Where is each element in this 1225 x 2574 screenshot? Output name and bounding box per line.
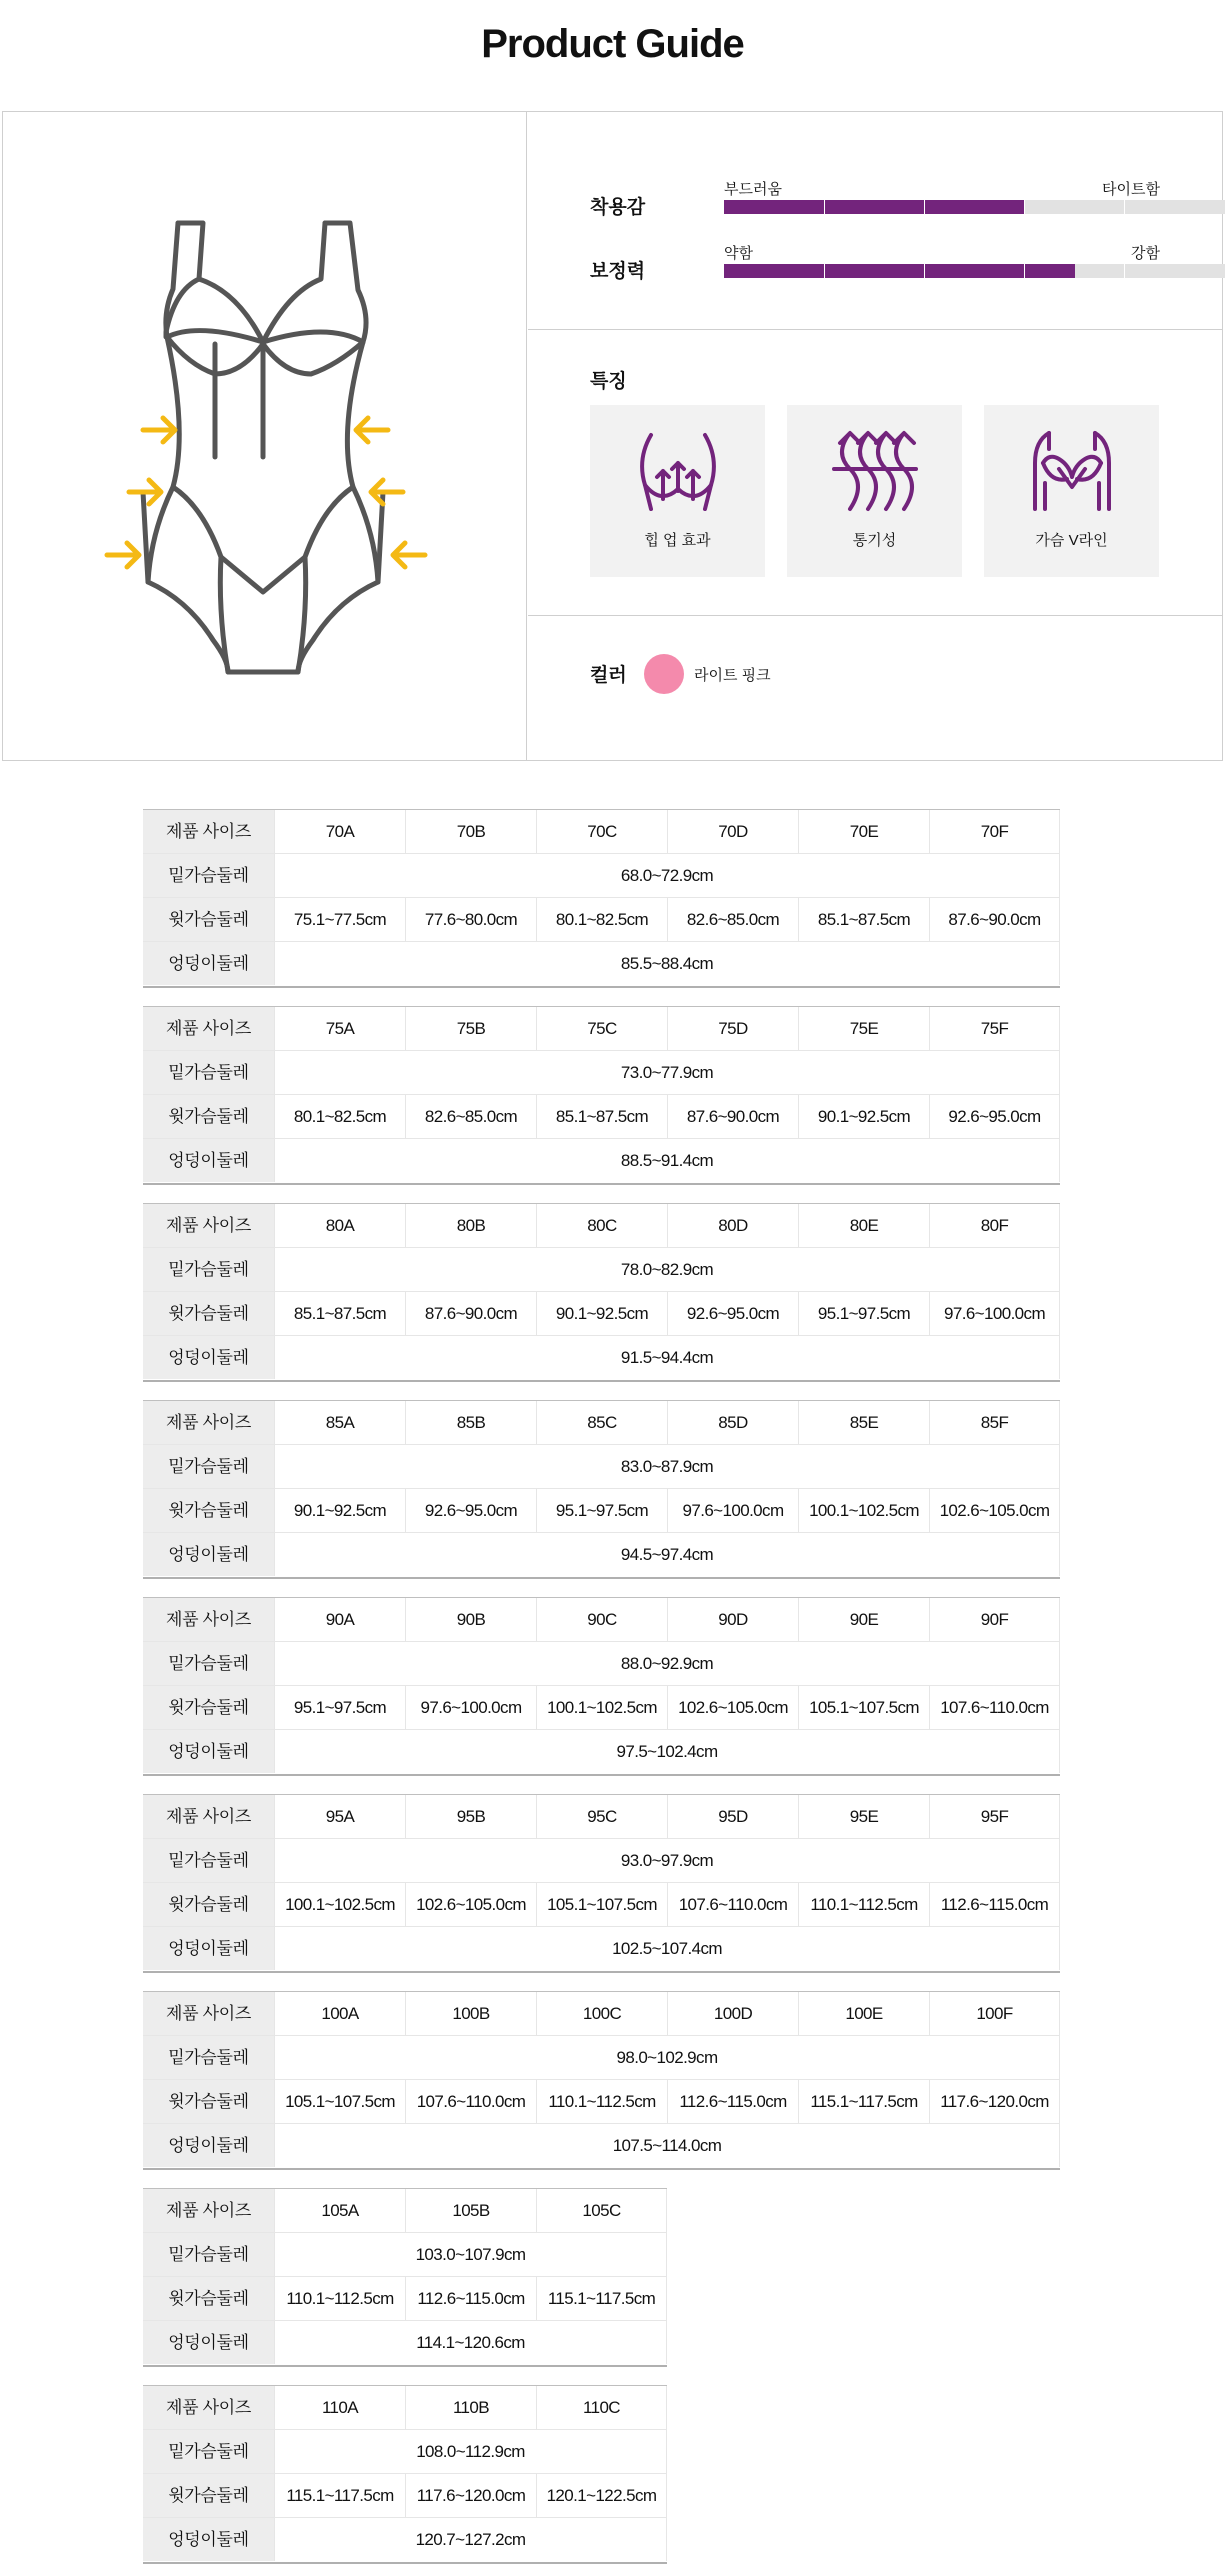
- size-row: [143, 810, 1060, 854]
- hip-cell: 97.5~102.4cm: [274, 1730, 1060, 1773]
- size-cell: 75E: [798, 1007, 929, 1050]
- row-header: 밑가슴둘레: [143, 2233, 274, 2276]
- upper-bust-row: [143, 1489, 1060, 1533]
- upper-bust-row: [143, 1292, 1060, 1336]
- size-table: [143, 2188, 667, 2367]
- upper-bust-cell: 80.1~82.5cm: [536, 898, 667, 941]
- underbust-cell: 98.0~102.9cm: [274, 2036, 1060, 2079]
- upper-bust-row: [143, 1095, 1060, 1139]
- size-cell: 95A: [274, 1795, 405, 1838]
- underbust-row: [143, 1248, 1060, 1292]
- row-header: 밑가슴둘레: [143, 2036, 274, 2079]
- row-header: 엉덩이둘레: [143, 1730, 274, 1773]
- size-cell: 80A: [274, 1204, 405, 1247]
- size-cell: 100D: [667, 1992, 798, 2035]
- size-table: [143, 809, 1060, 988]
- underbust-cell: 83.0~87.9cm: [274, 1445, 1060, 1488]
- upper-bust-cell: 115.1~117.5cm: [274, 2474, 405, 2517]
- hip-cell: 107.5~114.0cm: [274, 2124, 1060, 2167]
- size-table: [143, 1794, 1060, 1973]
- size-cell: 70B: [405, 810, 536, 853]
- row-header: 윗가슴둘레: [143, 2277, 274, 2320]
- size-cell: 70C: [536, 810, 667, 853]
- size-cell: 95B: [405, 1795, 536, 1838]
- features-section: [528, 330, 1222, 616]
- size-cell: 80D: [667, 1204, 798, 1247]
- correction-max-label: 강함: [1131, 245, 1160, 262]
- size-cell: 100B: [405, 1992, 536, 2035]
- size-cell: 70F: [929, 810, 1060, 853]
- size-row: [143, 1598, 1060, 1642]
- upper-bust-cell: 112.6~115.0cm: [405, 2277, 536, 2320]
- size-cell: 90D: [667, 1598, 798, 1641]
- row-header: 제품 사이즈: [143, 2386, 274, 2429]
- hip-row: [143, 942, 1060, 986]
- row-header: 엉덩이둘레: [143, 942, 274, 985]
- underbust-row: [143, 854, 1060, 898]
- size-cell: 100E: [798, 1992, 929, 2035]
- upper-bust-cell: 90.1~92.5cm: [798, 1095, 929, 1138]
- row-header: 윗가슴둘레: [143, 1686, 274, 1729]
- underbust-cell: 93.0~97.9cm: [274, 1839, 1060, 1882]
- underbust-row: [143, 2233, 667, 2277]
- upper-bust-row: [143, 1883, 1060, 1927]
- row-header: 윗가슴둘레: [143, 1095, 274, 1138]
- row-header: 엉덩이둘레: [143, 1533, 274, 1576]
- row-header: 윗가슴둘레: [143, 2080, 274, 2123]
- size-cell: 90E: [798, 1598, 929, 1641]
- product-guide-panel: [2, 111, 1223, 761]
- upper-bust-cell: 77.6~80.0cm: [405, 898, 536, 941]
- underbust-cell: 108.0~112.9cm: [274, 2430, 667, 2473]
- row-header: 제품 사이즈: [143, 1401, 274, 1444]
- feature-card-hip-up: [590, 405, 765, 577]
- size-cell: 95E: [798, 1795, 929, 1838]
- wear-feel-rating: [590, 178, 1160, 228]
- wear-feel-label: 착용감: [590, 197, 646, 218]
- size-row: [143, 1992, 1060, 2036]
- row-header: 윗가슴둘레: [143, 2474, 274, 2517]
- size-cell: 75B: [405, 1007, 536, 1050]
- wear-feel-max-label: 타이트함: [1102, 181, 1160, 198]
- size-cell: 90B: [405, 1598, 536, 1641]
- size-cell: 85D: [667, 1401, 798, 1444]
- breathability-icon: [832, 429, 918, 515]
- hip-row: [143, 1927, 1060, 1971]
- row-header: 엉덩이둘레: [143, 1927, 274, 1970]
- size-cell: 90A: [274, 1598, 405, 1641]
- row-header: 밑가슴둘레: [143, 1642, 274, 1685]
- upper-bust-cell: 87.6~90.0cm: [667, 1095, 798, 1138]
- correction-rating: [590, 242, 1160, 292]
- upper-bust-cell: 92.6~95.0cm: [405, 1489, 536, 1532]
- size-cell: 80C: [536, 1204, 667, 1247]
- size-table: [143, 2385, 667, 2564]
- upper-bust-cell: 100.1~102.5cm: [274, 1883, 405, 1926]
- upper-bust-cell: 90.1~92.5cm: [274, 1489, 405, 1532]
- upper-bust-cell: 110.1~112.5cm: [798, 1883, 929, 1926]
- size-cell: 70D: [667, 810, 798, 853]
- upper-bust-cell: 85.1~87.5cm: [798, 898, 929, 941]
- hip-row: [143, 1730, 1060, 1774]
- correction-min-label: 약함: [724, 245, 753, 262]
- row-header: 제품 사이즈: [143, 1992, 274, 2035]
- upper-bust-cell: 82.6~85.0cm: [405, 1095, 536, 1138]
- size-cell: 75A: [274, 1007, 405, 1050]
- upper-bust-cell: 107.6~110.0cm: [929, 1686, 1060, 1729]
- hip-row: [143, 2518, 667, 2562]
- size-cell: 70A: [274, 810, 405, 853]
- row-header: 엉덩이둘레: [143, 2518, 274, 2561]
- size-table: [143, 1006, 1060, 1185]
- color-name: 라이트 핑크: [694, 667, 771, 684]
- upper-bust-cell: 120.1~122.5cm: [536, 2474, 667, 2517]
- hip-cell: 102.5~107.4cm: [274, 1927, 1060, 1970]
- color-swatch-light-pink: [644, 654, 684, 694]
- wear-feel-bar-fill: [724, 200, 1025, 214]
- hip-row: [143, 1336, 1060, 1380]
- row-header: 밑가슴둘레: [143, 1839, 274, 1882]
- upper-bust-cell: 80.1~82.5cm: [274, 1095, 405, 1138]
- hip-cell: 120.7~127.2cm: [274, 2518, 667, 2561]
- feature-caption-hip-up: 힙 업 효과: [644, 532, 711, 549]
- hip-cell: 114.1~120.6cm: [274, 2321, 667, 2364]
- upper-bust-cell: 107.6~110.0cm: [667, 1883, 798, 1926]
- size-cell: 90C: [536, 1598, 667, 1641]
- size-cell: 105A: [274, 2189, 405, 2232]
- size-cell: 80F: [929, 1204, 1060, 1247]
- upper-bust-cell: 82.6~85.0cm: [667, 898, 798, 941]
- row-header: 엉덩이둘레: [143, 2124, 274, 2167]
- underbust-row: [143, 1051, 1060, 1095]
- row-header: 밑가슴둘레: [143, 1051, 274, 1094]
- size-cell: 100C: [536, 1992, 667, 2035]
- size-cell: 75D: [667, 1007, 798, 1050]
- color-section: [528, 616, 1222, 760]
- upper-bust-cell: 105.1~107.5cm: [798, 1686, 929, 1729]
- upper-bust-cell: 110.1~112.5cm: [536, 2080, 667, 2123]
- size-cell: 90F: [929, 1598, 1060, 1641]
- underbust-cell: 73.0~77.9cm: [274, 1051, 1060, 1094]
- size-table: [143, 1991, 1060, 2170]
- size-cell: 85E: [798, 1401, 929, 1444]
- upper-bust-cell: 117.6~120.0cm: [929, 2080, 1060, 2123]
- upper-bust-cell: 105.1~107.5cm: [274, 2080, 405, 2123]
- size-row: [143, 1007, 1060, 1051]
- upper-bust-cell: 115.1~117.5cm: [536, 2277, 667, 2320]
- underbust-row: [143, 1839, 1060, 1883]
- underbust-cell: 103.0~107.9cm: [274, 2233, 667, 2276]
- size-row: [143, 2386, 667, 2430]
- upper-bust-cell: 90.1~92.5cm: [536, 1292, 667, 1335]
- size-cell: 75F: [929, 1007, 1060, 1050]
- color-label: 컬러: [590, 665, 627, 686]
- feature-card-breathability: [787, 405, 962, 577]
- hip-cell: 85.5~88.4cm: [274, 942, 1060, 985]
- upper-bust-cell: 95.1~97.5cm: [536, 1489, 667, 1532]
- underbust-row: [143, 1445, 1060, 1489]
- row-header: 엉덩이둘레: [143, 2321, 274, 2364]
- size-table: [143, 1400, 1060, 1579]
- size-cell: 85B: [405, 1401, 536, 1444]
- hip-row: [143, 1139, 1060, 1183]
- size-cell: 100F: [929, 1992, 1060, 2035]
- underbust-row: [143, 1642, 1060, 1686]
- upper-bust-cell: 95.1~97.5cm: [798, 1292, 929, 1335]
- size-cell: 95F: [929, 1795, 1060, 1838]
- size-cell: 95C: [536, 1795, 667, 1838]
- size-row: [143, 1204, 1060, 1248]
- upper-bust-cell: 92.6~95.0cm: [667, 1292, 798, 1335]
- upper-bust-row: [143, 1686, 1060, 1730]
- row-header: 제품 사이즈: [143, 1007, 274, 1050]
- hip-row: [143, 1533, 1060, 1577]
- underbust-cell: 68.0~72.9cm: [274, 854, 1060, 897]
- upper-bust-cell: 92.6~95.0cm: [929, 1095, 1060, 1138]
- upper-bust-cell: 100.1~102.5cm: [536, 1686, 667, 1729]
- row-header: 윗가슴둘레: [143, 898, 274, 941]
- upper-bust-cell: 117.6~120.0cm: [405, 2474, 536, 2517]
- size-cell: 85A: [274, 1401, 405, 1444]
- correction-label: 보정력: [590, 261, 646, 282]
- size-row: [143, 1795, 1060, 1839]
- upper-bust-cell: 107.6~110.0cm: [405, 2080, 536, 2123]
- row-header: 밑가슴둘레: [143, 2430, 274, 2473]
- row-header: 엉덩이둘레: [143, 1139, 274, 1182]
- underbust-cell: 78.0~82.9cm: [274, 1248, 1060, 1291]
- upper-bust-cell: 110.1~112.5cm: [274, 2277, 405, 2320]
- upper-bust-row: [143, 2080, 1060, 2124]
- row-header: 제품 사이즈: [143, 1795, 274, 1838]
- size-cell: 85C: [536, 1401, 667, 1444]
- row-header: 엉덩이둘레: [143, 1336, 274, 1379]
- upper-bust-cell: 97.6~100.0cm: [929, 1292, 1060, 1335]
- correction-bar: [724, 264, 1225, 278]
- hip-row: [143, 2124, 1060, 2168]
- underbust-row: [143, 2036, 1060, 2080]
- upper-bust-cell: 87.6~90.0cm: [929, 898, 1060, 941]
- upper-bust-cell: 115.1~117.5cm: [798, 2080, 929, 2123]
- hip-cell: 94.5~97.4cm: [274, 1533, 1060, 1576]
- hip-cell: 91.5~94.4cm: [274, 1336, 1060, 1379]
- size-cell: 110B: [405, 2386, 536, 2429]
- size-cell: 75C: [536, 1007, 667, 1050]
- upper-bust-cell: 112.6~115.0cm: [929, 1883, 1060, 1926]
- row-header: 윗가슴둘레: [143, 1883, 274, 1926]
- feature-card-chest-v-line: [984, 405, 1159, 577]
- row-header: 제품 사이즈: [143, 2189, 274, 2232]
- correction-bar-fill: [724, 264, 1075, 278]
- size-row: [143, 2189, 667, 2233]
- upper-bust-row: [143, 2474, 667, 2518]
- upper-bust-cell: 85.1~87.5cm: [274, 1292, 405, 1335]
- hip-cell: 88.5~91.4cm: [274, 1139, 1060, 1182]
- size-cell: 85F: [929, 1401, 1060, 1444]
- upper-bust-cell: 95.1~97.5cm: [274, 1686, 405, 1729]
- wear-feel-bar: [724, 200, 1225, 214]
- size-cell: 105C: [536, 2189, 667, 2232]
- garment-illustration-panel: [3, 112, 527, 760]
- upper-bust-row: [143, 2277, 667, 2321]
- upper-bust-cell: 105.1~107.5cm: [536, 1883, 667, 1926]
- size-cell: 110C: [536, 2386, 667, 2429]
- upper-bust-cell: 112.6~115.0cm: [667, 2080, 798, 2123]
- size-cell: 100A: [274, 1992, 405, 2035]
- features-heading: 특징: [590, 371, 627, 392]
- upper-bust-cell: 97.6~100.0cm: [667, 1489, 798, 1532]
- fit-ratings-section: [528, 112, 1222, 330]
- hip-up-icon: [635, 429, 721, 515]
- row-header: 제품 사이즈: [143, 810, 274, 853]
- size-cell: 95D: [667, 1795, 798, 1838]
- size-cell: 80E: [798, 1204, 929, 1247]
- hip-row: [143, 2321, 667, 2365]
- size-table: [143, 1597, 1060, 1776]
- chest-v-line-icon: [1029, 429, 1115, 515]
- size-cell: 110A: [274, 2386, 405, 2429]
- size-row: [143, 1401, 1060, 1445]
- size-cell: 80B: [405, 1204, 536, 1247]
- upper-bust-cell: 97.6~100.0cm: [405, 1686, 536, 1729]
- feature-caption-breathability: 통기성: [852, 532, 897, 549]
- row-header: 밑가슴둘레: [143, 1445, 274, 1488]
- size-cell: 105B: [405, 2189, 536, 2232]
- upper-bust-cell: 100.1~102.5cm: [798, 1489, 929, 1532]
- upper-bust-row: [143, 898, 1060, 942]
- upper-bust-cell: 102.6~105.0cm: [405, 1883, 536, 1926]
- feature-caption-chest-v-line: 가슴 V라인: [1035, 532, 1108, 549]
- row-header: 밑가슴둘레: [143, 854, 274, 897]
- size-cell: 70E: [798, 810, 929, 853]
- page-title: Product Guide: [481, 22, 744, 66]
- underbust-cell: 88.0~92.9cm: [274, 1642, 1060, 1685]
- row-header: 밑가슴둘레: [143, 1248, 274, 1291]
- upper-bust-cell: 102.6~105.0cm: [929, 1489, 1060, 1532]
- wear-feel-min-label: 부드러움: [724, 181, 782, 198]
- upper-bust-cell: 85.1~87.5cm: [536, 1095, 667, 1138]
- row-header: 윗가슴둘레: [143, 1489, 274, 1532]
- row-header: 제품 사이즈: [143, 1598, 274, 1641]
- upper-bust-cell: 75.1~77.5cm: [274, 898, 405, 941]
- row-header: 윗가슴둘레: [143, 1292, 274, 1335]
- size-table: [143, 1203, 1060, 1382]
- row-header: 제품 사이즈: [143, 1204, 274, 1247]
- upper-bust-cell: 102.6~105.0cm: [667, 1686, 798, 1729]
- upper-bust-cell: 87.6~90.0cm: [405, 1292, 536, 1335]
- underbust-row: [143, 2430, 667, 2474]
- bodysuit-illustration-icon: [3, 112, 527, 760]
